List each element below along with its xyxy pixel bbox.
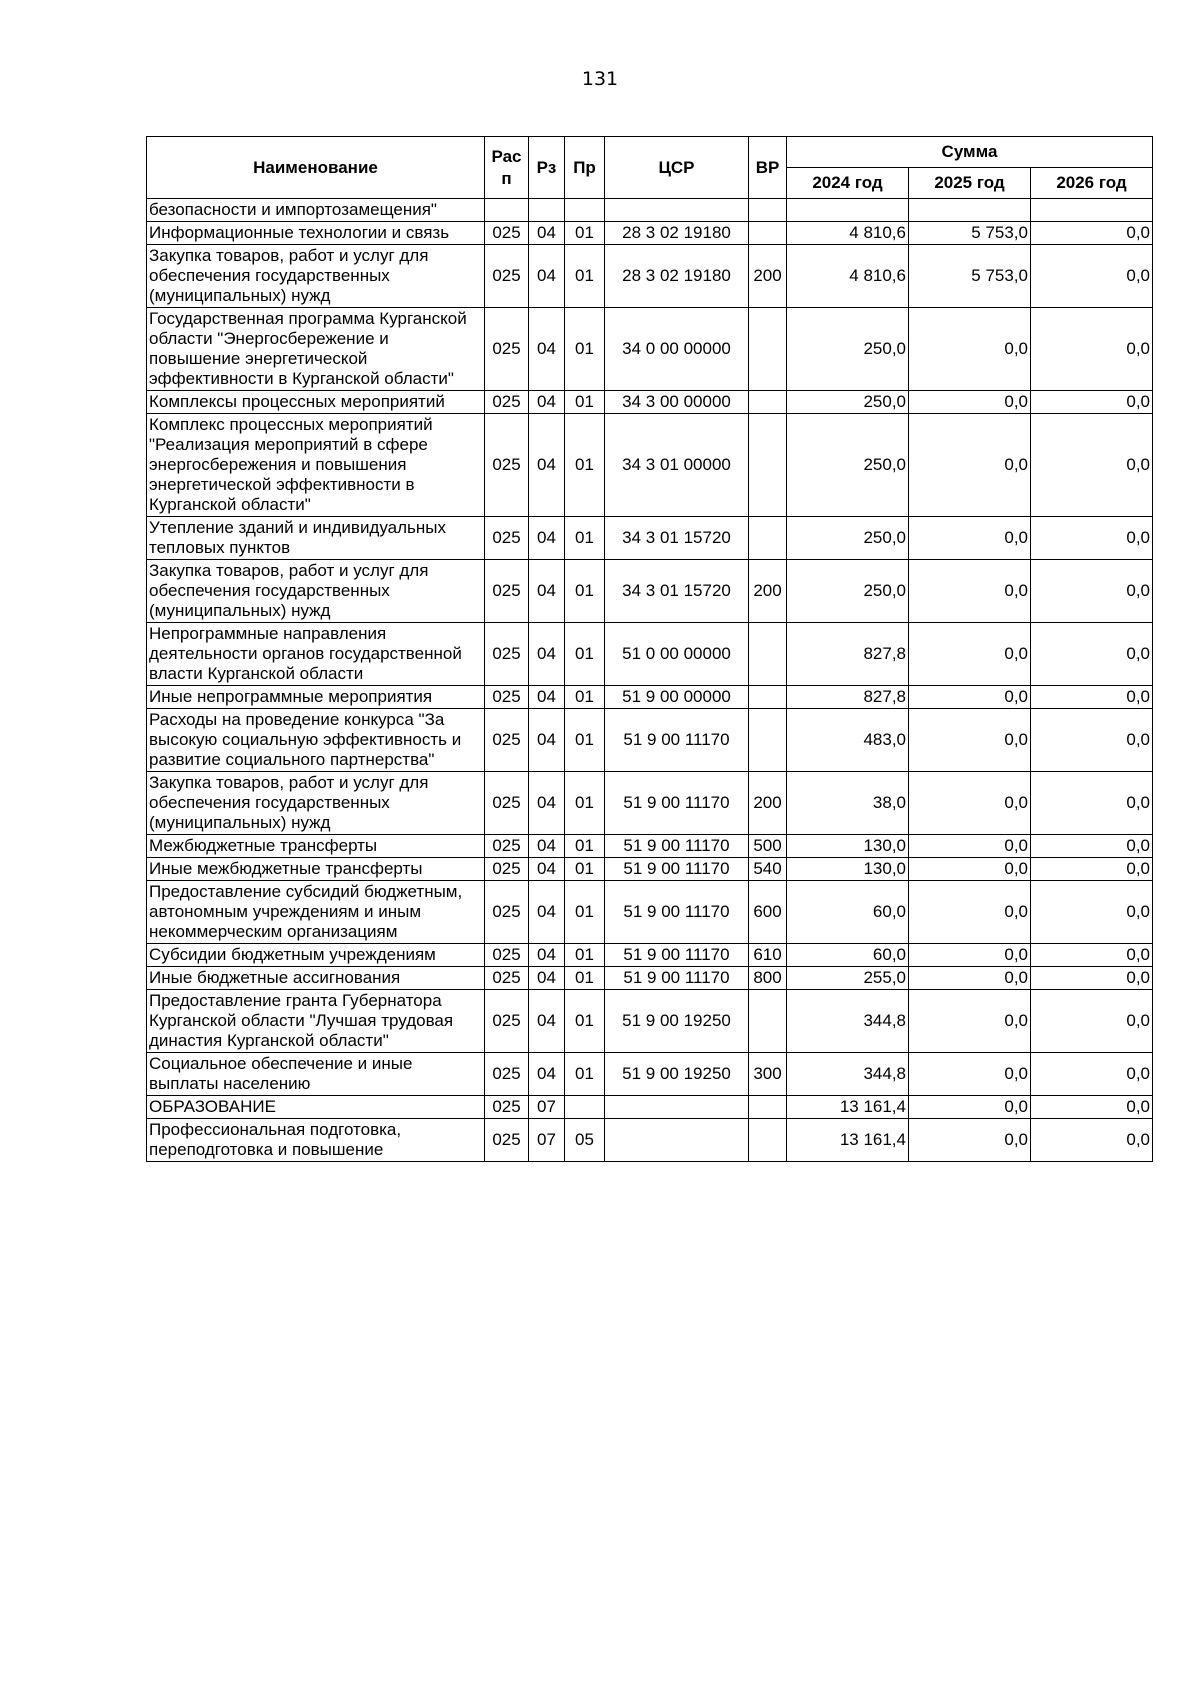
cell-y2025: 0,0	[909, 686, 1031, 709]
cell-y2026: 0,0	[1031, 517, 1153, 560]
cell-y2024: 250,0	[787, 391, 909, 414]
cell-y2025: 0,0	[909, 709, 1031, 772]
cell-y2026: 0,0	[1031, 944, 1153, 967]
cell-rasp: 025	[485, 967, 529, 990]
cell-y2025: 0,0	[909, 944, 1031, 967]
cell-rasp: 025	[485, 709, 529, 772]
table-row	[147, 414, 1153, 517]
cell-y2024: 250,0	[787, 308, 909, 391]
cell-rasp: 025	[485, 308, 529, 391]
cell-name: Субсидии бюджетным учреждениям	[147, 944, 485, 967]
cell-y2025: 0,0	[909, 1119, 1031, 1162]
cell-rz: 04	[529, 858, 565, 881]
cell-name: Иные непрограммные мероприятия	[147, 686, 485, 709]
cell-pr: 01	[565, 414, 605, 517]
table-row	[147, 835, 1153, 858]
cell-rasp: 025	[485, 835, 529, 858]
cell-rasp: 025	[485, 517, 529, 560]
cell-y2026: 0,0	[1031, 560, 1153, 623]
cell-csr: 51 9 00 19250	[605, 990, 749, 1053]
cell-csr: 51 9 00 00000	[605, 686, 749, 709]
cell-pr: 01	[565, 222, 605, 245]
cell-csr: 51 9 00 11170	[605, 944, 749, 967]
cell-vr: 200	[749, 560, 787, 623]
cell-vr	[749, 1096, 787, 1119]
cell-y2026: 0,0	[1031, 623, 1153, 686]
cell-y2024: 250,0	[787, 517, 909, 560]
cell-rasp: 025	[485, 772, 529, 835]
cell-csr: 51 9 00 19250	[605, 1053, 749, 1096]
cell-vr: 610	[749, 944, 787, 967]
cell-pr	[565, 1096, 605, 1119]
table-row	[147, 1096, 1153, 1119]
cell-y2024: 4 810,6	[787, 222, 909, 245]
cell-y2025: 0,0	[909, 1096, 1031, 1119]
cell-rz: 04	[529, 686, 565, 709]
cell-y2026: 0,0	[1031, 858, 1153, 881]
cell-rasp: 025	[485, 990, 529, 1053]
cell-csr: 28 3 02 19180	[605, 222, 749, 245]
cell-y2024: 13 161,4	[787, 1096, 909, 1119]
cell-y2025: 0,0	[909, 414, 1031, 517]
table-row	[147, 391, 1153, 414]
cell-name: Государственная программа Курганской области "Энергосбережение и повышение энергетической эффективности в Курганской области"	[147, 308, 485, 391]
table-row	[147, 1119, 1153, 1162]
cell-csr	[605, 1096, 749, 1119]
table-row	[147, 858, 1153, 881]
cell-y2025: 0,0	[909, 308, 1031, 391]
cell-csr: 51 0 00 00000	[605, 623, 749, 686]
table-row	[147, 944, 1153, 967]
cell-y2025: 5 753,0	[909, 245, 1031, 308]
table-body	[147, 199, 1153, 1162]
cell-y2025: 0,0	[909, 1053, 1031, 1096]
cell-csr: 51 9 00 11170	[605, 835, 749, 858]
cell-y2024: 827,8	[787, 623, 909, 686]
cell-y2025: 0,0	[909, 772, 1031, 835]
cell-y2024: 60,0	[787, 881, 909, 944]
cell-rz: 04	[529, 944, 565, 967]
cell-y2025: 0,0	[909, 858, 1031, 881]
header-pr: Пр	[565, 137, 605, 199]
table-row	[147, 222, 1153, 245]
cell-csr: 51 9 00 11170	[605, 858, 749, 881]
cell-pr: 01	[565, 308, 605, 391]
cell-pr: 01	[565, 245, 605, 308]
table-row	[147, 517, 1153, 560]
table-row	[147, 686, 1153, 709]
cell-y2024: 38,0	[787, 772, 909, 835]
cell-rz: 04	[529, 560, 565, 623]
header-sum: Сумма	[787, 137, 1153, 168]
cell-pr: 01	[565, 517, 605, 560]
cell-vr	[749, 623, 787, 686]
cell-rasp: 025	[485, 1096, 529, 1119]
cell-rz: 04	[529, 881, 565, 944]
header-2024: 2024 год	[787, 168, 909, 199]
cell-pr: 01	[565, 1053, 605, 1096]
cell-y2026: 0,0	[1031, 990, 1153, 1053]
cell-y2025: 0,0	[909, 881, 1031, 944]
cell-name: Предоставление субсидий бюджетным, автономным учреждениям и иным некоммерческим организациям	[147, 881, 485, 944]
cell-rasp: 025	[485, 245, 529, 308]
cell-y2026: 0,0	[1031, 967, 1153, 990]
cell-pr	[565, 199, 605, 222]
cell-vr	[749, 990, 787, 1053]
header-vr: ВР	[749, 137, 787, 199]
cell-name: Профессиональная подготовка, переподготовка и повышение	[147, 1119, 485, 1162]
cell-name: Межбюджетные трансферты	[147, 835, 485, 858]
cell-name: безопасности и импортозамещения"	[147, 199, 485, 222]
table-row	[147, 772, 1153, 835]
cell-pr: 05	[565, 1119, 605, 1162]
cell-vr: 540	[749, 858, 787, 881]
cell-rz: 04	[529, 990, 565, 1053]
cell-rasp: 025	[485, 560, 529, 623]
cell-rasp: 025	[485, 686, 529, 709]
cell-y2026: 0,0	[1031, 222, 1153, 245]
cell-pr: 01	[565, 881, 605, 944]
cell-rz: 04	[529, 709, 565, 772]
cell-csr: 34 3 01 15720	[605, 517, 749, 560]
cell-name: Комплексы процессных мероприятий	[147, 391, 485, 414]
cell-name: Социальное обеспечение и иные выплаты населению	[147, 1053, 485, 1096]
cell-name: Предоставление гранта Губернатора Курганской области "Лучшая трудовая династия Курганской области"	[147, 990, 485, 1053]
cell-y2026: 0,0	[1031, 1096, 1153, 1119]
table-row	[147, 199, 1153, 222]
cell-y2025: 0,0	[909, 990, 1031, 1053]
cell-y2024	[787, 199, 909, 222]
cell-rz: 04	[529, 967, 565, 990]
cell-y2024: 250,0	[787, 414, 909, 517]
table-row	[147, 623, 1153, 686]
cell-y2026: 0,0	[1031, 881, 1153, 944]
cell-vr	[749, 391, 787, 414]
cell-y2026: 0,0	[1031, 1053, 1153, 1096]
cell-name: Закупка товаров, работ и услуг для обеспечения государственных (муниципальных) нужд	[147, 245, 485, 308]
table-row	[147, 709, 1153, 772]
table-row	[147, 881, 1153, 944]
cell-vr	[749, 414, 787, 517]
cell-y2026	[1031, 199, 1153, 222]
cell-csr: 34 3 00 00000	[605, 391, 749, 414]
cell-rasp: 025	[485, 414, 529, 517]
cell-name: Закупка товаров, работ и услуг для обеспечения государственных (муниципальных) нужд	[147, 560, 485, 623]
cell-y2026: 0,0	[1031, 772, 1153, 835]
cell-rz: 04	[529, 772, 565, 835]
cell-y2024: 4 810,6	[787, 245, 909, 308]
cell-rasp: 025	[485, 881, 529, 944]
cell-y2025: 0,0	[909, 967, 1031, 990]
cell-y2024: 250,0	[787, 560, 909, 623]
cell-csr	[605, 1119, 749, 1162]
cell-name: Комплекс процессных мероприятий "Реализация мероприятий в сфере энергосбережения и повышения энергетической эффективности в Курганской области"	[147, 414, 485, 517]
cell-y2024: 130,0	[787, 858, 909, 881]
table-row	[147, 245, 1153, 308]
header-rz: Рз	[529, 137, 565, 199]
cell-pr: 01	[565, 623, 605, 686]
cell-vr	[749, 222, 787, 245]
cell-csr: 51 9 00 11170	[605, 709, 749, 772]
cell-pr: 01	[565, 858, 605, 881]
cell-vr	[749, 1119, 787, 1162]
cell-name: Утепление зданий и индивидуальных тепловых пунктов	[147, 517, 485, 560]
cell-y2026: 0,0	[1031, 414, 1153, 517]
cell-y2024: 483,0	[787, 709, 909, 772]
table-row	[147, 967, 1153, 990]
header-2025: 2025 год	[909, 168, 1031, 199]
cell-pr: 01	[565, 835, 605, 858]
cell-vr	[749, 308, 787, 391]
cell-y2024: 344,8	[787, 1053, 909, 1096]
cell-rasp: 025	[485, 391, 529, 414]
cell-rz: 04	[529, 245, 565, 308]
table-row	[147, 308, 1153, 391]
cell-vr: 200	[749, 772, 787, 835]
cell-csr: 34 3 01 15720	[605, 560, 749, 623]
cell-y2025: 0,0	[909, 623, 1031, 686]
cell-rasp: 025	[485, 944, 529, 967]
cell-csr: 51 9 00 11170	[605, 967, 749, 990]
cell-vr: 600	[749, 881, 787, 944]
cell-pr: 01	[565, 709, 605, 772]
cell-vr	[749, 709, 787, 772]
cell-y2026: 0,0	[1031, 391, 1153, 414]
cell-rz: 07	[529, 1096, 565, 1119]
table-row	[147, 990, 1153, 1053]
cell-y2026: 0,0	[1031, 835, 1153, 858]
cell-name: Расходы на проведение конкурса "За высокую социальную эффективность и развитие социального партнерства"	[147, 709, 485, 772]
cell-name: Информационные технологии и связь	[147, 222, 485, 245]
cell-csr: 51 9 00 11170	[605, 772, 749, 835]
cell-csr: 51 9 00 11170	[605, 881, 749, 944]
cell-rz: 04	[529, 308, 565, 391]
cell-rz: 04	[529, 414, 565, 517]
cell-name: ОБРАЗОВАНИЕ	[147, 1096, 485, 1119]
cell-y2025: 0,0	[909, 835, 1031, 858]
cell-rz: 04	[529, 391, 565, 414]
cell-y2025	[909, 199, 1031, 222]
cell-pr: 01	[565, 967, 605, 990]
table-row	[147, 560, 1153, 623]
cell-rz: 04	[529, 222, 565, 245]
cell-rasp: 025	[485, 858, 529, 881]
budget-table	[146, 136, 1153, 1162]
cell-rasp: 025	[485, 222, 529, 245]
cell-y2025: 5 753,0	[909, 222, 1031, 245]
cell-rasp: 025	[485, 1119, 529, 1162]
cell-vr: 200	[749, 245, 787, 308]
cell-name: Закупка товаров, работ и услуг для обеспечения государственных (муниципальных) нужд	[147, 772, 485, 835]
cell-vr	[749, 686, 787, 709]
cell-vr: 300	[749, 1053, 787, 1096]
cell-pr: 01	[565, 560, 605, 623]
cell-vr: 500	[749, 835, 787, 858]
page-number: 131	[581, 68, 619, 90]
cell-y2024: 60,0	[787, 944, 909, 967]
cell-y2024: 13 161,4	[787, 1119, 909, 1162]
cell-y2026: 0,0	[1031, 709, 1153, 772]
cell-csr: 28 3 02 19180	[605, 245, 749, 308]
cell-y2024: 344,8	[787, 990, 909, 1053]
cell-y2026: 0,0	[1031, 308, 1153, 391]
cell-y2026: 0,0	[1031, 245, 1153, 308]
cell-vr: 800	[749, 967, 787, 990]
cell-name: Иные межбюджетные трансферты	[147, 858, 485, 881]
table-row	[147, 1053, 1153, 1096]
cell-pr: 01	[565, 990, 605, 1053]
cell-rz: 04	[529, 1053, 565, 1096]
cell-csr	[605, 199, 749, 222]
cell-pr: 01	[565, 944, 605, 967]
cell-rz: 04	[529, 517, 565, 560]
cell-name: Непрограммные направления деятельности органов государственной власти Курганской области	[147, 623, 485, 686]
cell-name: Иные бюджетные ассигнования	[147, 967, 485, 990]
header-csr: ЦСР	[605, 137, 749, 199]
cell-rz	[529, 199, 565, 222]
cell-csr: 34 0 00 00000	[605, 308, 749, 391]
cell-y2026: 0,0	[1031, 686, 1153, 709]
cell-y2024: 255,0	[787, 967, 909, 990]
cell-y2026: 0,0	[1031, 1119, 1153, 1162]
table-header	[147, 137, 1153, 199]
cell-vr	[749, 517, 787, 560]
cell-y2025: 0,0	[909, 391, 1031, 414]
cell-y2025: 0,0	[909, 560, 1031, 623]
cell-pr: 01	[565, 772, 605, 835]
cell-pr: 01	[565, 391, 605, 414]
cell-rz: 07	[529, 1119, 565, 1162]
cell-rasp	[485, 199, 529, 222]
cell-vr	[749, 199, 787, 222]
cell-y2024: 827,8	[787, 686, 909, 709]
cell-rz: 04	[529, 835, 565, 858]
cell-rz: 04	[529, 623, 565, 686]
header-name: Наименование	[147, 137, 485, 199]
cell-csr: 34 3 01 00000	[605, 414, 749, 517]
cell-y2025: 0,0	[909, 517, 1031, 560]
cell-y2024: 130,0	[787, 835, 909, 858]
header-2026: 2026 год	[1031, 168, 1153, 199]
cell-rasp: 025	[485, 623, 529, 686]
cell-pr: 01	[565, 686, 605, 709]
cell-rasp: 025	[485, 1053, 529, 1096]
header-rasp: Рас п	[485, 137, 529, 199]
